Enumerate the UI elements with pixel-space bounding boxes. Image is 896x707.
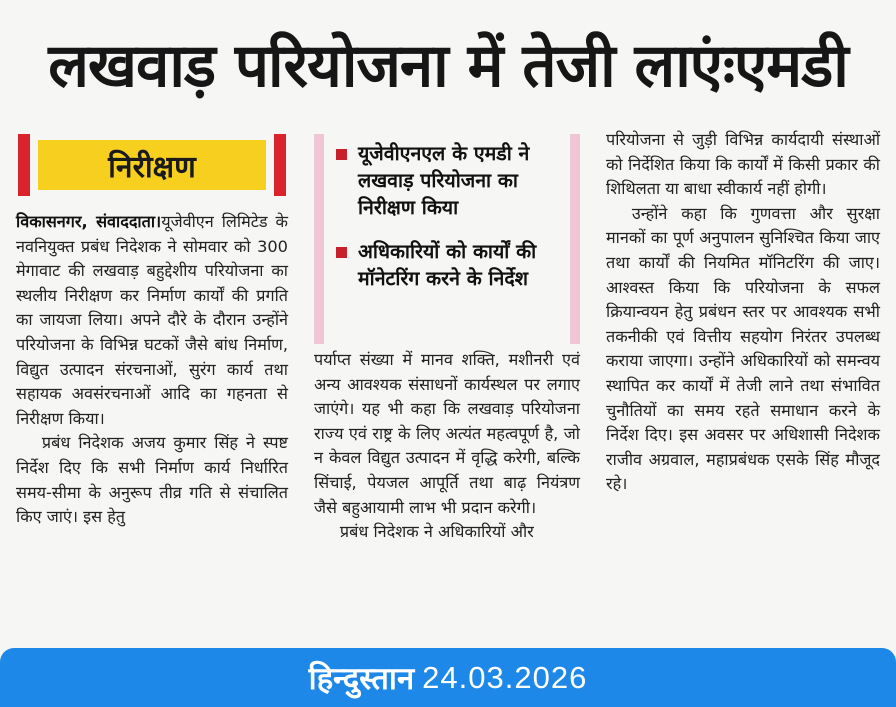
kicker-left-bar xyxy=(18,134,30,196)
publication-date: 24.03.2026 xyxy=(422,659,588,695)
highlight-text: यूजेवीएनएल के एमडी ने लखवाड़ परियोजना का निरीक्षण किया xyxy=(358,142,530,219)
highlight-right-bar xyxy=(570,134,580,344)
paragraph: परियोजना से जुड़ी विभिन्न कार्यदायी संस्थाओं को निर्देशित किया कि कार्यों में किसी प्रकार की शिथिलता या बाधा स्वीकार्य नहीं होगी। xyxy=(606,130,880,199)
kicker-right-bar xyxy=(274,134,286,196)
bullet-square-icon xyxy=(336,247,347,258)
paragraph-text: यूजेवीएन लिमिटेड के नवनियुक्त प्रबंध निदेशक ने सोमवार को 300 मेगावाट की लखवाड़ बहुद्देशीय परियोजना का स्थलीय निरीक्षण कर निर्माण कार्यों की प्रगति का जायजा लिया। अपने दौरे के दौरान उन्होंने परियोजना के विभिन्न घटकों जैसे बांध निर्माण, विद्युत उत्पादन संरचनाओं, सुरंग कार्य तथा सहायक अवसंरचनाओं आदि का गहनता से निरीक्षण किया। xyxy=(16,212,288,428)
section-kicker xyxy=(18,134,286,196)
highlight-text: अधिकारियों को कार्यों की मॉनेटरिंग करने के निर्देश xyxy=(358,240,537,290)
article-column-1 xyxy=(16,210,288,530)
highlight-left-bar xyxy=(314,134,324,344)
paragraph: प्रबंध निदेशक ने अधिकारियों और xyxy=(339,522,534,542)
headline: लखवाड़ परियोजना में तेजी लाएंःएमडी xyxy=(48,31,848,101)
newspaper-name: हिन्दुस्तान xyxy=(308,660,415,697)
highlight-item xyxy=(336,238,572,292)
paragraph: प्रबंध निदेशक अजय कुमार सिंह ने स्पष्ट निर्देश दिए कि सभी निर्माण कार्य निर्धारित समय-सीमा के अनुरूप तीव्र गति से संचालित किए जाएं। इस हेतु xyxy=(16,433,288,527)
highlight-item xyxy=(336,140,572,221)
paragraph: उन्होंने कहा कि गुणवत्ता और सुरक्षा मानकों का पूर्ण अनुपालन सुनिश्चित किया जाए तथा कार्यों की नियमित मॉनिटरिंग की जाए। आश्वस्त किया कि परियोजना के सफल क्रियान्वयन हेतु प्रबंधन स्तर पर आवश्यक सभी तकनीकी एवं वित्तीय सहयोग निरंतर उपलब्ध कराया जाएगा। उन्होंने अधिकारियों को समन्वय स्थापित कर कार्यों में तेजी लाने तथा संभावित चुनौतियों का समय रहते समाधान करने के निर्देश दिए। इस अवसर पर अधिशासी निदेशक राजीव अग्रवाल, महाप्रबंधक एसके सिंह मौजूद रहे। xyxy=(606,203,880,494)
dateline: विकासनगर, संवाददाता। xyxy=(16,212,162,231)
article-column-3 xyxy=(606,128,880,497)
bullet-square-icon xyxy=(336,149,347,160)
paragraph: पर्याप्त संख्या में मानव शक्ति, मशीनरी एवं अन्य आवश्यक संसाधनों कार्यस्थल पर लगाए जाएंगे। यह भी कहा कि लखवाड़ परियोजना राज्य एवं राष्ट्र के लिए अत्यंत महत्वपूर्ण है, जो न केवल विद्युत उत्पादन में वृद्धि करेगी, बल्कि सिंचाई, पेयजल आपूर्ति तथा बाढ़ नियंत्रण जैसे बहुआयामी लाभ भी प्रदान करेगी। xyxy=(314,350,580,517)
source-footer xyxy=(0,648,896,707)
kicker-label: निरीक्षण xyxy=(38,140,266,190)
article-column-2 xyxy=(314,348,580,545)
paragraph xyxy=(16,210,288,431)
highlights-box xyxy=(314,134,580,344)
